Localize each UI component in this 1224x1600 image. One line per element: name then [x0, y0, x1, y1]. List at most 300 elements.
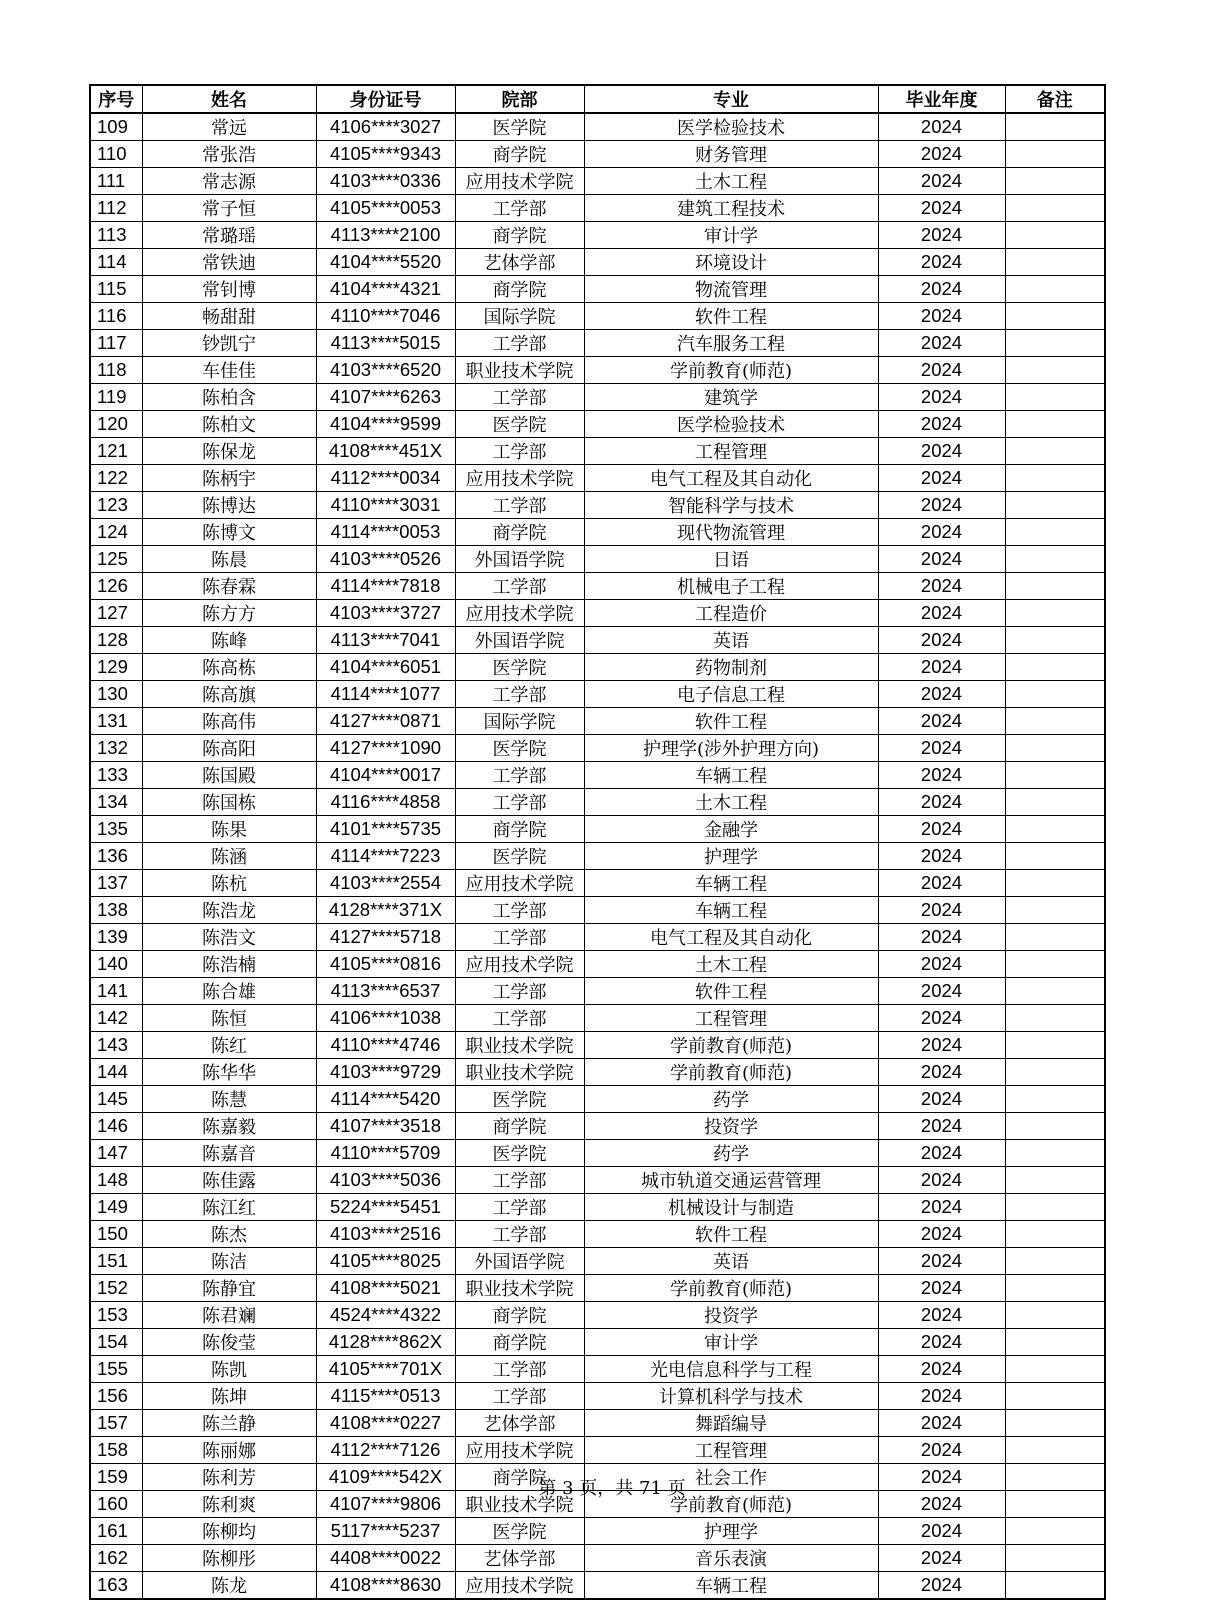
- cell-note: [1005, 951, 1105, 978]
- table-row: [90, 1275, 1105, 1302]
- cell-name: 陈国栋: [142, 789, 316, 816]
- cell-year: 2024: [878, 141, 1005, 168]
- cell-seq: 126: [90, 573, 142, 600]
- cell-year: 2024: [878, 789, 1005, 816]
- cell-note: [1005, 573, 1105, 600]
- cell-major: 投资学: [584, 1113, 878, 1140]
- cell-seq: 128: [90, 627, 142, 654]
- cell-id: 4108****451X: [316, 438, 455, 465]
- cell-note: [1005, 1059, 1105, 1086]
- cell-name: 陈果: [142, 816, 316, 843]
- cell-seq: 118: [90, 357, 142, 384]
- cell-id: 4114****7223: [316, 843, 455, 870]
- cell-name: 陈春霖: [142, 573, 316, 600]
- cell-name: 陈涵: [142, 843, 316, 870]
- cell-name: 陈静宜: [142, 1275, 316, 1302]
- cell-year: 2024: [878, 357, 1005, 384]
- cell-name: 陈高阳: [142, 735, 316, 762]
- cell-id: 4109****542X: [316, 1464, 455, 1491]
- cell-name: 陈华华: [142, 1059, 316, 1086]
- cell-seq: 132: [90, 735, 142, 762]
- cell-id: 4110****7046: [316, 303, 455, 330]
- cell-dept: 医学院: [455, 735, 584, 762]
- cell-name: 常钊博: [142, 276, 316, 303]
- table-row: [90, 357, 1105, 384]
- cell-year: 2024: [878, 1248, 1005, 1275]
- cell-major: 工程管理: [584, 1437, 878, 1464]
- cell-id: 4114****7818: [316, 573, 455, 600]
- cell-major: 土木工程: [584, 168, 878, 195]
- cell-year: 2024: [878, 1572, 1005, 1600]
- cell-dept: 工学部: [455, 1356, 584, 1383]
- cell-id: 4108****8630: [316, 1572, 455, 1600]
- table-row: [90, 789, 1105, 816]
- cell-year: 2024: [878, 1545, 1005, 1572]
- table-row: [90, 843, 1105, 870]
- cell-major: 物流管理: [584, 276, 878, 303]
- cell-seq: 137: [90, 870, 142, 897]
- cell-dept: 商学院: [455, 141, 584, 168]
- cell-note: [1005, 276, 1105, 303]
- cell-id: 4103****2516: [316, 1221, 455, 1248]
- cell-year: 2024: [878, 276, 1005, 303]
- cell-note: [1005, 1005, 1105, 1032]
- cell-note: [1005, 438, 1105, 465]
- cell-id: 4103****0336: [316, 168, 455, 195]
- cell-name: 陈杰: [142, 1221, 316, 1248]
- cell-dept: 医学院: [455, 113, 584, 141]
- cell-note: [1005, 222, 1105, 249]
- cell-year: 2024: [878, 1410, 1005, 1437]
- header-dept: 院部: [455, 85, 584, 113]
- cell-seq: 146: [90, 1113, 142, 1140]
- cell-major: 药学: [584, 1140, 878, 1167]
- cell-seq: 160: [90, 1491, 142, 1518]
- cell-year: 2024: [878, 1464, 1005, 1491]
- cell-dept: 商学院: [455, 276, 584, 303]
- table-row: [90, 1248, 1105, 1275]
- cell-id: 4105****701X: [316, 1356, 455, 1383]
- cell-dept: 工学部: [455, 1167, 584, 1194]
- cell-year: 2024: [878, 1086, 1005, 1113]
- header-name: 姓名: [142, 85, 316, 113]
- cell-note: [1005, 1086, 1105, 1113]
- cell-seq: 131: [90, 708, 142, 735]
- cell-name: 陈浩龙: [142, 897, 316, 924]
- table-row: [90, 1167, 1105, 1194]
- cell-seq: 136: [90, 843, 142, 870]
- cell-year: 2024: [878, 897, 1005, 924]
- cell-dept: 应用技术学院: [455, 1572, 584, 1600]
- cell-name: 陈慧: [142, 1086, 316, 1113]
- cell-dept: 工学部: [455, 438, 584, 465]
- cell-name: 陈坤: [142, 1383, 316, 1410]
- table-row: [90, 492, 1105, 519]
- cell-major: 学前教育(师范): [584, 1059, 878, 1086]
- cell-id: 4127****1090: [316, 735, 455, 762]
- table-row: [90, 1113, 1105, 1140]
- cell-name: 陈博文: [142, 519, 316, 546]
- cell-note: [1005, 384, 1105, 411]
- cell-name: 常铁迪: [142, 249, 316, 276]
- table-row: [90, 195, 1105, 222]
- table-row: [90, 1302, 1105, 1329]
- cell-id: 4104****5520: [316, 249, 455, 276]
- table-row: [90, 1329, 1105, 1356]
- cell-year: 2024: [878, 924, 1005, 951]
- cell-year: 2024: [878, 1302, 1005, 1329]
- cell-name: 陈柄宇: [142, 465, 316, 492]
- cell-id: 4106****1038: [316, 1005, 455, 1032]
- cell-dept: 职业技术学院: [455, 357, 584, 384]
- cell-name: 钞凯宁: [142, 330, 316, 357]
- table-row: [90, 141, 1105, 168]
- header-year: 毕业年度: [878, 85, 1005, 113]
- cell-id: 4107****6263: [316, 384, 455, 411]
- cell-note: [1005, 1410, 1105, 1437]
- cell-name: 陈龙: [142, 1572, 316, 1600]
- cell-id: 4103****0526: [316, 546, 455, 573]
- cell-year: 2024: [878, 951, 1005, 978]
- cell-year: 2024: [878, 870, 1005, 897]
- cell-major: 城市轨道交通运营管理: [584, 1167, 878, 1194]
- cell-dept: 艺体学部: [455, 249, 584, 276]
- table-row: [90, 708, 1105, 735]
- table-row: [90, 1140, 1105, 1167]
- cell-major: 工程造价: [584, 600, 878, 627]
- cell-seq: 142: [90, 1005, 142, 1032]
- cell-dept: 艺体学部: [455, 1410, 584, 1437]
- cell-seq: 149: [90, 1194, 142, 1221]
- page-footer: 第 3 页，共 71 页: [538, 1478, 686, 1499]
- cell-id: 4127****0871: [316, 708, 455, 735]
- cell-dept: 应用技术学院: [455, 600, 584, 627]
- table-row: [90, 1194, 1105, 1221]
- cell-year: 2024: [878, 465, 1005, 492]
- cell-id: 4113****5015: [316, 330, 455, 357]
- cell-id: 4105****9343: [316, 141, 455, 168]
- cell-dept: 医学院: [455, 1518, 584, 1545]
- cell-year: 2024: [878, 735, 1005, 762]
- cell-major: 学前教育(师范): [584, 357, 878, 384]
- table-row: [90, 762, 1105, 789]
- table-row: [90, 249, 1105, 276]
- cell-note: [1005, 897, 1105, 924]
- cell-id: 4128****862X: [316, 1329, 455, 1356]
- table-row: [90, 1086, 1105, 1113]
- cell-seq: 113: [90, 222, 142, 249]
- cell-name: 陈高旗: [142, 681, 316, 708]
- cell-major: 财务管理: [584, 141, 878, 168]
- cell-name: 车佳佳: [142, 357, 316, 384]
- cell-year: 2024: [878, 519, 1005, 546]
- cell-dept: 工学部: [455, 762, 584, 789]
- cell-major: 医学检验技术: [584, 411, 878, 438]
- cell-seq: 158: [90, 1437, 142, 1464]
- cell-dept: 应用技术学院: [455, 465, 584, 492]
- cell-id: 4128****371X: [316, 897, 455, 924]
- cell-note: [1005, 870, 1105, 897]
- cell-dept: 医学院: [455, 654, 584, 681]
- cell-dept: 艺体学部: [455, 1545, 584, 1572]
- cell-seq: 143: [90, 1032, 142, 1059]
- cell-seq: 119: [90, 384, 142, 411]
- cell-dept: 国际学院: [455, 708, 584, 735]
- cell-major: 计算机科学与技术: [584, 1383, 878, 1410]
- cell-name: 陈柏文: [142, 411, 316, 438]
- cell-seq: 144: [90, 1059, 142, 1086]
- cell-seq: 114: [90, 249, 142, 276]
- cell-id: 4105****0053: [316, 195, 455, 222]
- cell-year: 2024: [878, 1356, 1005, 1383]
- cell-note: [1005, 762, 1105, 789]
- cell-year: 2024: [878, 249, 1005, 276]
- cell-major: 学前教育(师范): [584, 1275, 878, 1302]
- cell-seq: 129: [90, 654, 142, 681]
- cell-year: 2024: [878, 1221, 1005, 1248]
- cell-dept: 应用技术学院: [455, 951, 584, 978]
- cell-id: 4408****0022: [316, 1545, 455, 1572]
- cell-dept: 商学院: [455, 1302, 584, 1329]
- table-row: [90, 897, 1105, 924]
- cell-seq: 154: [90, 1329, 142, 1356]
- cell-name: 陈洁: [142, 1248, 316, 1275]
- header-row: [90, 85, 1105, 113]
- cell-seq: 151: [90, 1248, 142, 1275]
- table-row: [90, 870, 1105, 897]
- cell-id: 4101****5735: [316, 816, 455, 843]
- cell-name: 陈杭: [142, 870, 316, 897]
- cell-year: 2024: [878, 762, 1005, 789]
- table-row: [90, 1572, 1105, 1600]
- cell-year: 2024: [878, 303, 1005, 330]
- cell-name: 陈柳彤: [142, 1545, 316, 1572]
- table-row: [90, 1059, 1105, 1086]
- cell-note: [1005, 600, 1105, 627]
- table-row: [90, 1410, 1105, 1437]
- cell-name: 陈博达: [142, 492, 316, 519]
- cell-seq: 134: [90, 789, 142, 816]
- table-row: [90, 924, 1105, 951]
- cell-major: 软件工程: [584, 303, 878, 330]
- cell-dept: 工学部: [455, 1005, 584, 1032]
- cell-name: 陈江红: [142, 1194, 316, 1221]
- table-row: [90, 276, 1105, 303]
- cell-year: 2024: [878, 681, 1005, 708]
- cell-seq: 133: [90, 762, 142, 789]
- cell-id: 4103****9729: [316, 1059, 455, 1086]
- cell-name: 陈恒: [142, 1005, 316, 1032]
- cell-id: 4110****3031: [316, 492, 455, 519]
- cell-major: 学前教育(师范): [584, 1491, 878, 1518]
- cell-major: 电气工程及其自动化: [584, 465, 878, 492]
- cell-major: 英语: [584, 627, 878, 654]
- cell-seq: 111: [90, 168, 142, 195]
- cell-seq: 155: [90, 1356, 142, 1383]
- cell-id: 4107****9806: [316, 1491, 455, 1518]
- cell-note: [1005, 168, 1105, 195]
- table-row: [90, 330, 1105, 357]
- table-body: [90, 113, 1105, 1599]
- cell-seq: 110: [90, 141, 142, 168]
- cell-note: [1005, 1167, 1105, 1194]
- cell-year: 2024: [878, 195, 1005, 222]
- cell-note: [1005, 519, 1105, 546]
- cell-major: 车辆工程: [584, 762, 878, 789]
- cell-major: 车辆工程: [584, 897, 878, 924]
- cell-note: [1005, 789, 1105, 816]
- cell-seq: 162: [90, 1545, 142, 1572]
- header-major: 专业: [584, 85, 878, 113]
- cell-seq: 121: [90, 438, 142, 465]
- cell-year: 2024: [878, 1518, 1005, 1545]
- cell-dept: 商学院: [455, 1464, 584, 1491]
- cell-dept: 工学部: [455, 573, 584, 600]
- cell-dept: 工学部: [455, 1221, 584, 1248]
- cell-name: 陈嘉毅: [142, 1113, 316, 1140]
- cell-major: 护理学: [584, 1518, 878, 1545]
- cell-seq: 163: [90, 1572, 142, 1600]
- cell-name: 常张浩: [142, 141, 316, 168]
- cell-id: 4105****0816: [316, 951, 455, 978]
- cell-year: 2024: [878, 438, 1005, 465]
- cell-dept: 工学部: [455, 681, 584, 708]
- cell-year: 2024: [878, 600, 1005, 627]
- cell-seq: 130: [90, 681, 142, 708]
- cell-note: [1005, 546, 1105, 573]
- cell-name: 陈峰: [142, 627, 316, 654]
- cell-note: [1005, 627, 1105, 654]
- cell-major: 学前教育(师范): [584, 1032, 878, 1059]
- cell-dept: 商学院: [455, 1113, 584, 1140]
- cell-seq: 139: [90, 924, 142, 951]
- cell-id: 4108****5021: [316, 1275, 455, 1302]
- table-row: [90, 1221, 1105, 1248]
- cell-seq: 148: [90, 1167, 142, 1194]
- table-row: [90, 303, 1105, 330]
- cell-id: 4127****5718: [316, 924, 455, 951]
- cell-id: 4110****5709: [316, 1140, 455, 1167]
- cell-note: [1005, 1032, 1105, 1059]
- cell-dept: 工学部: [455, 1194, 584, 1221]
- table-row: [90, 573, 1105, 600]
- table-row: [90, 1383, 1105, 1410]
- cell-major: 现代物流管理: [584, 519, 878, 546]
- cell-year: 2024: [878, 1059, 1005, 1086]
- table-row: [90, 654, 1105, 681]
- table-row: [90, 1545, 1105, 1572]
- cell-dept: 工学部: [455, 789, 584, 816]
- cell-major: 车辆工程: [584, 1572, 878, 1600]
- cell-dept: 应用技术学院: [455, 1437, 584, 1464]
- table-row: [90, 465, 1105, 492]
- cell-year: 2024: [878, 1140, 1005, 1167]
- cell-dept: 商学院: [455, 519, 584, 546]
- cell-note: [1005, 195, 1105, 222]
- cell-note: [1005, 303, 1105, 330]
- cell-major: 药物制剂: [584, 654, 878, 681]
- cell-id: 4115****0513: [316, 1383, 455, 1410]
- cell-major: 环境设计: [584, 249, 878, 276]
- cell-seq: 127: [90, 600, 142, 627]
- cell-year: 2024: [878, 708, 1005, 735]
- cell-major: 光电信息科学与工程: [584, 1356, 878, 1383]
- cell-seq: 112: [90, 195, 142, 222]
- cell-id: 4104****0017: [316, 762, 455, 789]
- cell-seq: 156: [90, 1383, 142, 1410]
- cell-id: 4114****5420: [316, 1086, 455, 1113]
- cell-note: [1005, 1329, 1105, 1356]
- cell-note: [1005, 141, 1105, 168]
- cell-dept: 应用技术学院: [455, 870, 584, 897]
- table-row: [90, 438, 1105, 465]
- cell-note: [1005, 357, 1105, 384]
- cell-year: 2024: [878, 330, 1005, 357]
- cell-dept: 工学部: [455, 195, 584, 222]
- table-row: [90, 222, 1105, 249]
- cell-id: 5117****5237: [316, 1518, 455, 1545]
- cell-seq: 141: [90, 978, 142, 1005]
- cell-name: 陈利芳: [142, 1464, 316, 1491]
- cell-note: [1005, 249, 1105, 276]
- cell-name: 陈嘉音: [142, 1140, 316, 1167]
- cell-major: 汽车服务工程: [584, 330, 878, 357]
- cell-name: 陈高栋: [142, 654, 316, 681]
- cell-note: [1005, 1113, 1105, 1140]
- table-row: [90, 113, 1105, 141]
- cell-dept: 工学部: [455, 492, 584, 519]
- cell-note: [1005, 1275, 1105, 1302]
- cell-name: 陈利爽: [142, 1491, 316, 1518]
- cell-dept: 职业技术学院: [455, 1275, 584, 1302]
- cell-note: [1005, 681, 1105, 708]
- cell-year: 2024: [878, 1032, 1005, 1059]
- cell-year: 2024: [878, 816, 1005, 843]
- cell-seq: 161: [90, 1518, 142, 1545]
- cell-note: [1005, 330, 1105, 357]
- cell-note: [1005, 1545, 1105, 1572]
- cell-name: 陈浩楠: [142, 951, 316, 978]
- cell-dept: 工学部: [455, 897, 584, 924]
- cell-year: 2024: [878, 1437, 1005, 1464]
- cell-note: [1005, 1437, 1105, 1464]
- cell-major: 舞蹈编导: [584, 1410, 878, 1437]
- cell-name: 常志源: [142, 168, 316, 195]
- cell-dept: 外国语学院: [455, 546, 584, 573]
- cell-seq: 152: [90, 1275, 142, 1302]
- cell-seq: 135: [90, 816, 142, 843]
- cell-dept: 商学院: [455, 1329, 584, 1356]
- header-note: 备注: [1005, 85, 1105, 113]
- cell-seq: 124: [90, 519, 142, 546]
- cell-id: 4113****2100: [316, 222, 455, 249]
- cell-seq: 145: [90, 1086, 142, 1113]
- cell-major: 软件工程: [584, 1221, 878, 1248]
- cell-major: 社会工作: [584, 1464, 878, 1491]
- cell-name: 陈国殿: [142, 762, 316, 789]
- cell-dept: 工学部: [455, 1383, 584, 1410]
- cell-major: 软件工程: [584, 708, 878, 735]
- cell-dept: 工学部: [455, 924, 584, 951]
- cell-note: [1005, 843, 1105, 870]
- cell-id: 4103****5036: [316, 1167, 455, 1194]
- header-seq: 序号: [90, 85, 142, 113]
- cell-id: 4103****2554: [316, 870, 455, 897]
- table-row: [90, 600, 1105, 627]
- table-row: [90, 519, 1105, 546]
- cell-year: 2024: [878, 492, 1005, 519]
- cell-id: 4114****1077: [316, 681, 455, 708]
